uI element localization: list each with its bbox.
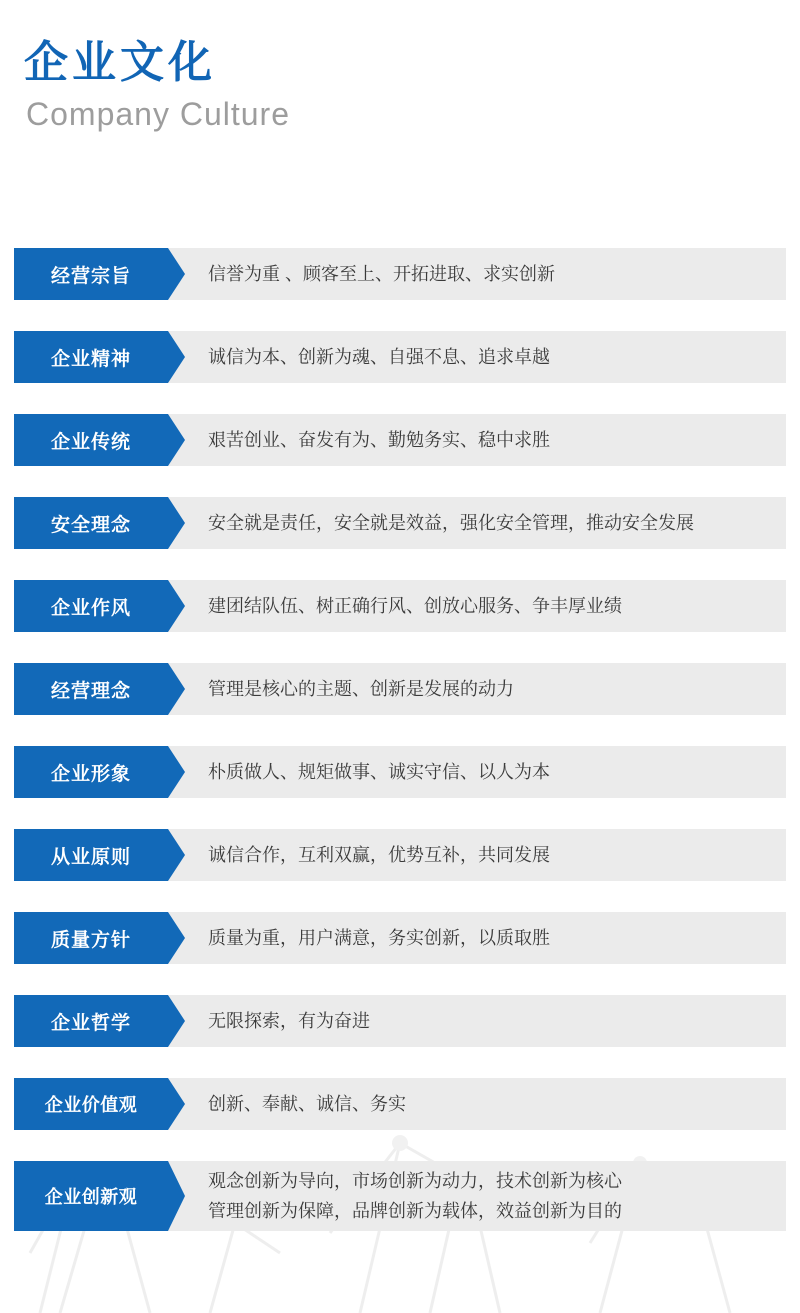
page-title-en: Company Culture: [26, 95, 290, 132]
culture-row-text: 信誉为重 、顾客至上、开拓进取、求实创新: [208, 264, 555, 284]
culture-row: [14, 746, 786, 798]
culture-row-body: [168, 580, 786, 632]
culture-rows: [14, 248, 786, 1231]
culture-row-label: 企业精神: [14, 331, 168, 383]
culture-row-text: 质量为重，用户满意，务实创新，以质取胜: [208, 928, 550, 948]
culture-row-body: [168, 248, 786, 300]
page-title-cn: 企业文化: [24, 38, 216, 87]
culture-row-label: 经营理念: [14, 663, 168, 715]
culture-row-label: 企业作风: [14, 580, 168, 632]
culture-row-label: 企业价值观: [14, 1078, 168, 1130]
culture-row-body: [168, 414, 786, 466]
culture-row: [14, 663, 786, 715]
culture-row-label: 经营宗旨: [14, 248, 168, 300]
culture-row: [14, 414, 786, 466]
culture-row-text: 艰苦创业、奋发有为、勤勉务实、稳中求胜: [208, 430, 550, 450]
culture-row: [14, 1161, 786, 1231]
culture-row: [14, 995, 786, 1047]
culture-row-text: 诚信为本、创新为魂、自强不息、追求卓越: [208, 347, 550, 367]
culture-row-label: 企业传统: [14, 414, 168, 466]
culture-row-label: 企业形象: [14, 746, 168, 798]
culture-row-text: 无限探索，有为奋进: [208, 1011, 370, 1031]
culture-row-body: [168, 1161, 786, 1231]
culture-row-text: 诚信合作，互利双赢，优势互补，共同发展: [208, 845, 550, 865]
culture-row-body: [168, 829, 786, 881]
culture-row: [14, 1078, 786, 1130]
culture-row-label: 安全理念: [14, 497, 168, 549]
culture-row-text: 朴质做人、规矩做事、诚实守信、以人为本: [208, 762, 550, 782]
culture-row-label: 企业哲学: [14, 995, 168, 1047]
culture-row-body: [168, 995, 786, 1047]
culture-row-body: [168, 331, 786, 383]
culture-row-label: 企业创新观: [14, 1161, 168, 1231]
culture-row-label: 质量方针: [14, 912, 168, 964]
culture-row-text: 安全就是责任，安全就是效益，强化安全管理，推动安全发展: [208, 513, 694, 533]
culture-row-body: [168, 497, 786, 549]
culture-row: [14, 912, 786, 964]
culture-row: [14, 248, 786, 300]
culture-row: [14, 580, 786, 632]
culture-row-body: [168, 1078, 786, 1130]
culture-row-label: 从业原则: [14, 829, 168, 881]
culture-row-text: 建团结队伍、树正确行风、创放心服务、争丰厚业绩: [208, 596, 622, 616]
culture-row-body: [168, 912, 786, 964]
culture-row-text: 创新、奉献、诚信、务实: [208, 1094, 406, 1114]
culture-row-text: 管理创新为保障，品牌创新为载体，效益创新为目的: [208, 1201, 622, 1221]
culture-row-body: [168, 663, 786, 715]
culture-row: [14, 497, 786, 549]
page-header: [24, 38, 290, 133]
culture-row: [14, 829, 786, 881]
culture-row: [14, 331, 786, 383]
culture-row-body: [168, 746, 786, 798]
culture-row-text: 管理是核心的主题、创新是发展的动力: [208, 679, 514, 699]
culture-row-text: 观念创新为导向，市场创新为动力，技术创新为核心: [208, 1171, 622, 1191]
